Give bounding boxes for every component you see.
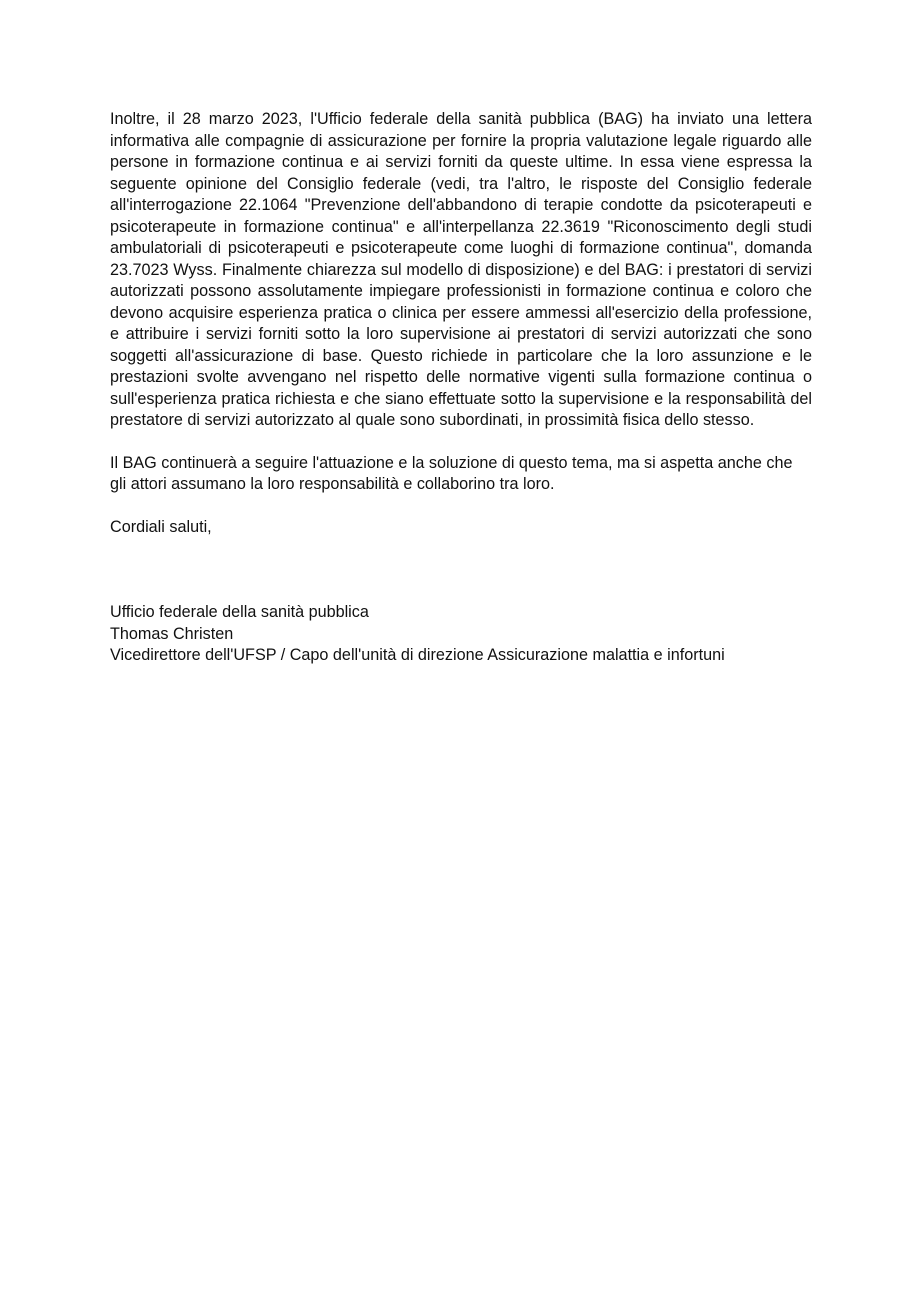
signature-role: Vicedirettore dell'UFSP / Capo dell'unità di direzione Assicurazione malattia e infortuni bbox=[110, 646, 725, 664]
letter-body bbox=[110, 109, 812, 667]
paragraph-main: Inoltre, il 28 marzo 2023, l'Ufficio federale della sanità pubblica (BAG) ha inviato una lettera informativa alle compagnie di assicurazione per fornire la propria valutazione legale riguardo alle persone in formazione continua e ai servizi forniti da queste ultime. In essa viene espressa la seguente opinione del Consiglio federale (vedi, tra l'altro, le risposte del Consiglio federale all'interrogazione 22.1064 "Prevenzione dell'abbandono di terapie condotte da psicoterapeuti e psicoterapeute in formazione continua" e all'interpellanza 22.3619 "Riconoscimento degli studi ambulatoriali di psicoterapeuti e psicoterapeute come luoghi di formazione continua", domanda 23.7023 Wyss. Finalmente chiarezza sul modello di disposizione) e del BAG: i prestatori di servizi autorizzati possono assolutamente impiegare professionisti in formazione continua e coloro che devono acquisire esperienza pratica o clinica per essere ammessi all'esercizio della professione, e attribuire i servizi forniti sotto la loro supervisione ai prestatori di servizi autorizzati che sono soggetti all'assicurazione di base. Questo richiede in particolare che la loro assunzione e le prestazioni svolte avvengano nel rispetto delle normative vigenti sulla formazione continua o sull'esperienza pratica richiesta e che siano effettuate sotto la supervisione e la responsabilità del prestatore di servizi autorizzato al quale sono subordinati, in prossimità fisica dello stesso. bbox=[110, 110, 812, 429]
signature-name: Thomas Christen bbox=[110, 624, 234, 643]
signature-block bbox=[110, 602, 812, 667]
closing-greeting: Cordiali saluti, bbox=[110, 517, 212, 536]
signature-office: Ufficio federale della sanità pubblica bbox=[110, 603, 369, 621]
paragraph-follow-up: Il BAG continuerà a seguire l'attuazione e la soluzione di questo tema, ma si aspetta anche che gli attori assumano la loro responsabilità e collaborino tra loro. bbox=[110, 453, 793, 493]
